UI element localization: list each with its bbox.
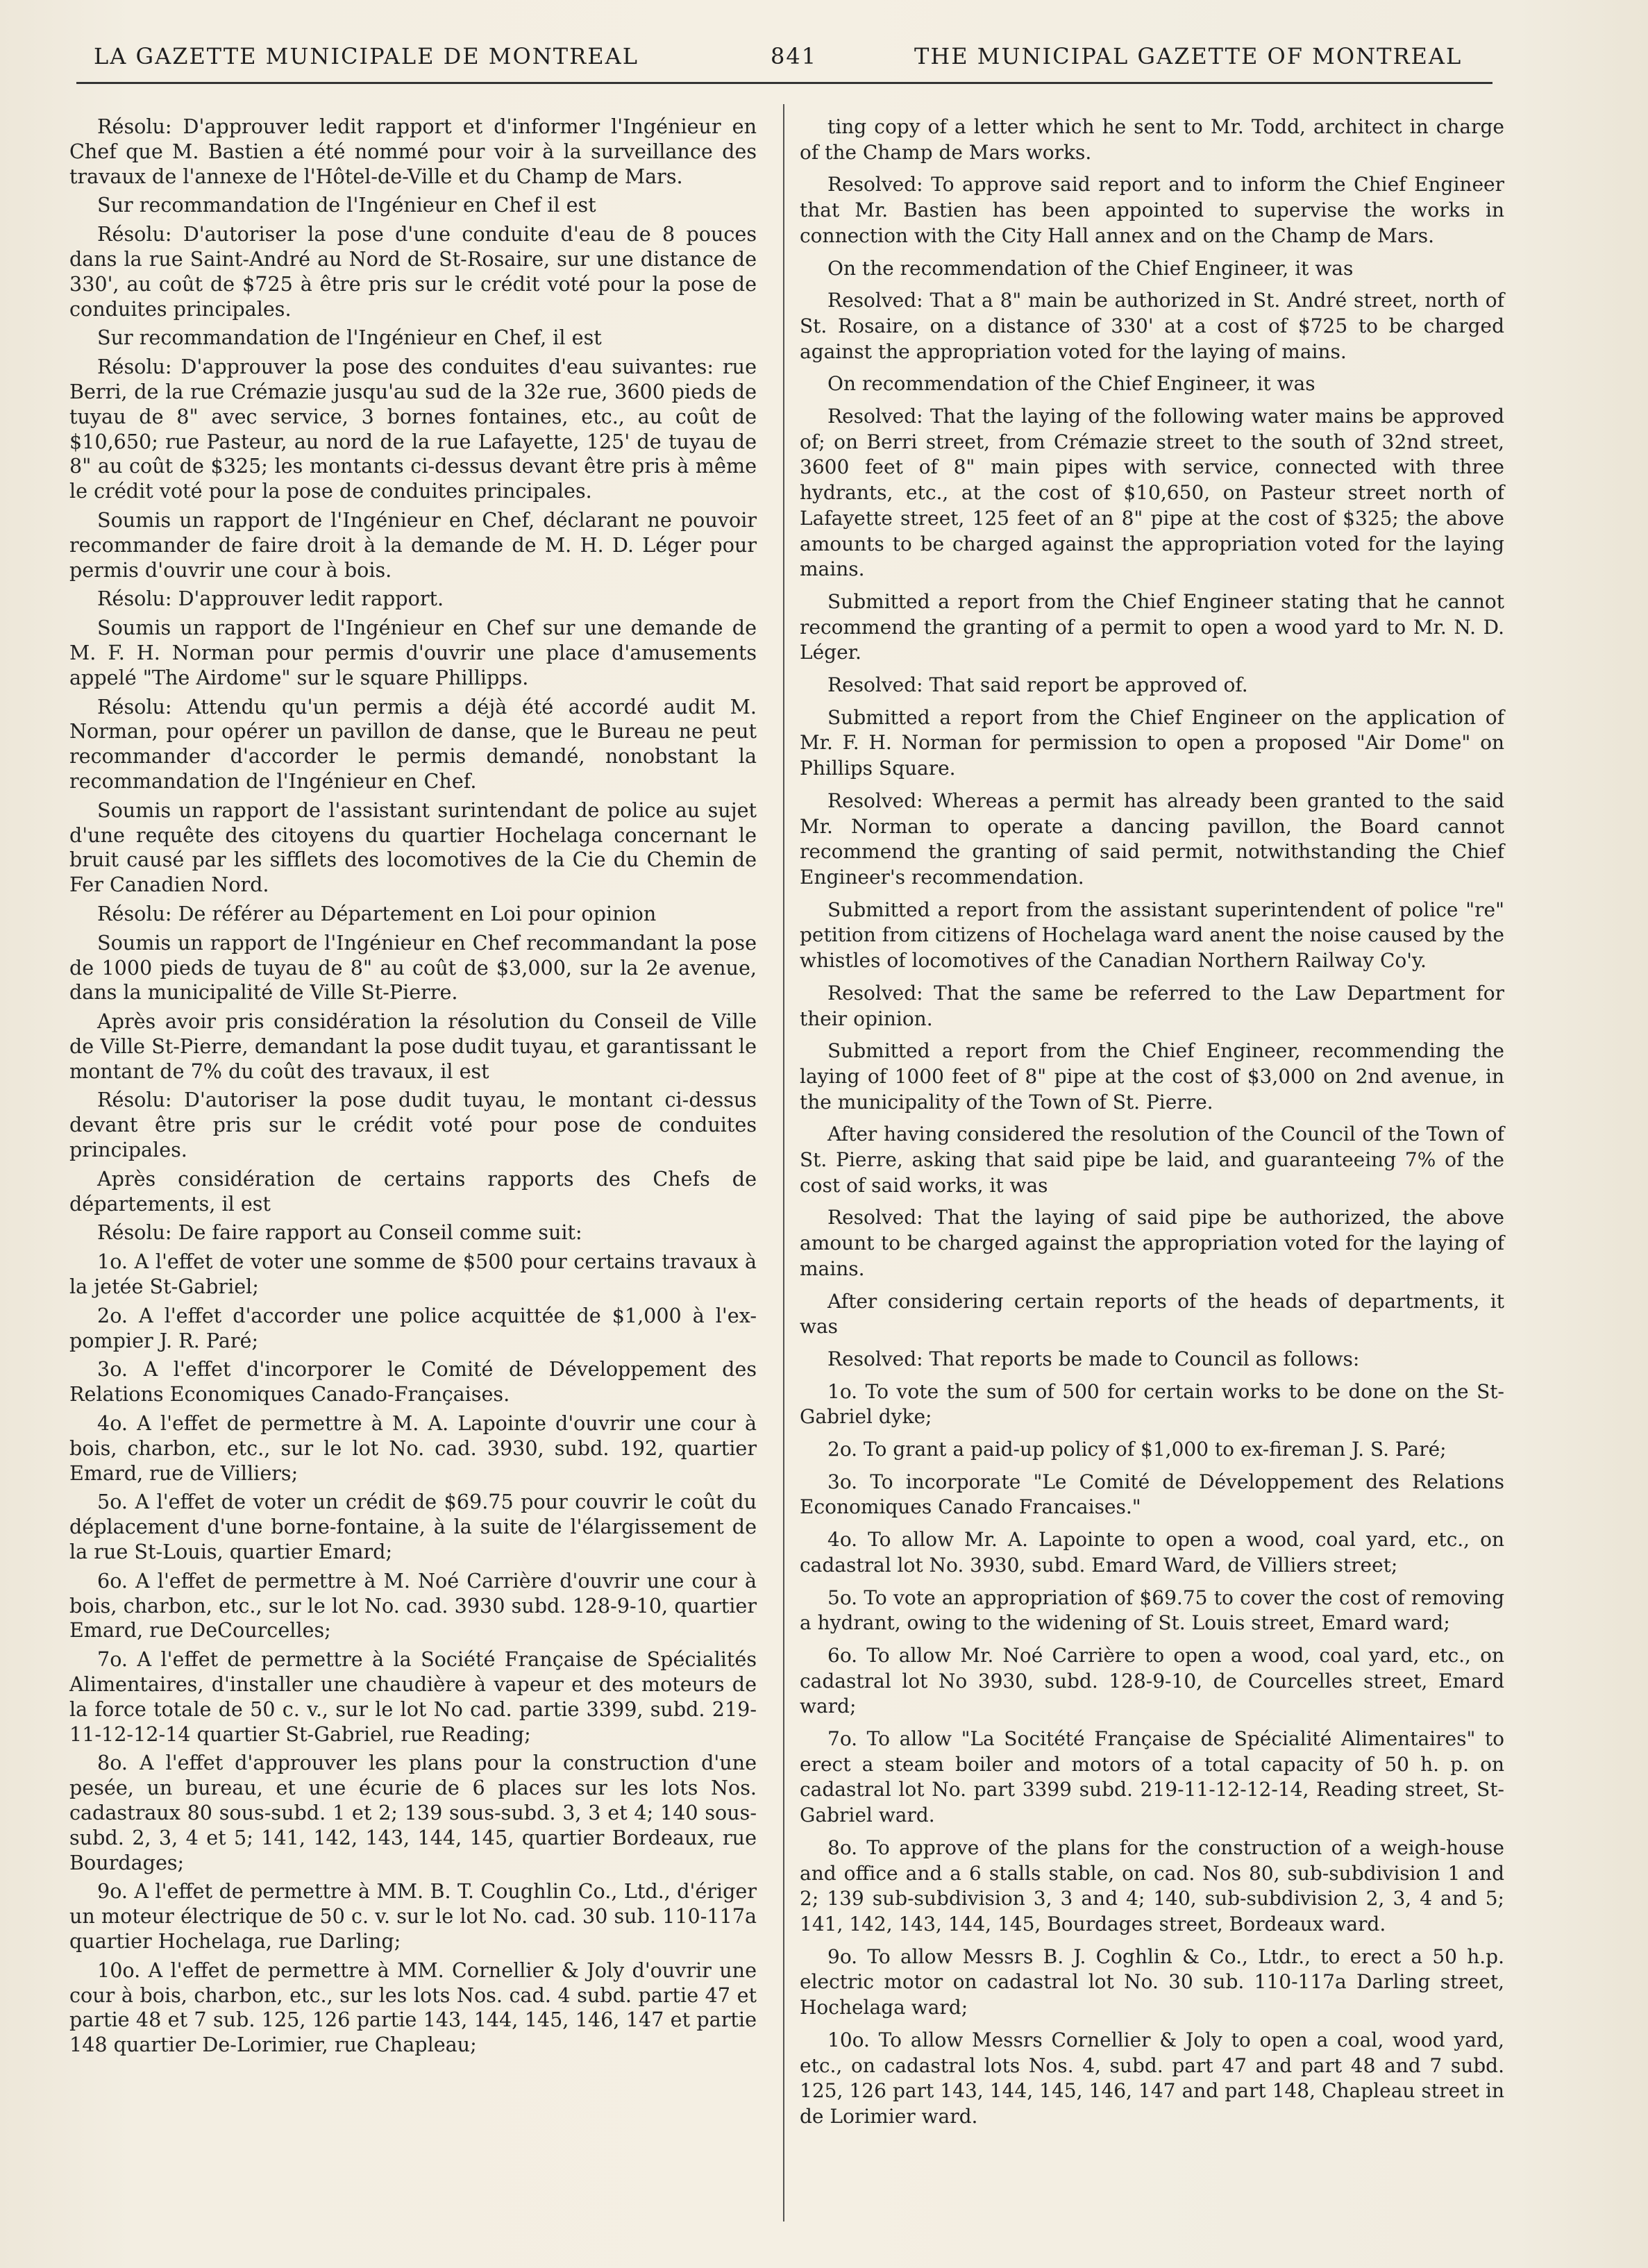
paragraph: Résolu: De faire rapport au Conseil comme suit: [97,1220,582,1245]
paragraph: 10o. To allow Messrs Cornellier & Joly to open a coal, wood yard, etc., on cadastral lots Nos. 4, subd. part 47 and part 48 and 7 subd. 125, 126 part 143, 144, 145, 146, 147 and part 148, Chapleau street in de Lorimier ward. [800,2028,1504,2128]
paragraph: Après considération de certains rapports des Chefs de départements, il est [69,1166,757,1216]
paragraph: 9o. To allow Messrs B. J. Coghlin & Co., Ltdr., to erect a 50 h.p. electric motor on cadastral lot No. 30 sub. 110-117a Darling street, Hochelaga ward; [800,1944,1504,2019]
paragraph: Soumis un rapport de l'Ingénieur en Chef sur une demande de M. F. H. Norman pour permis d'ouvrir une place d'amusements appelé "The Airdome" sur le square Phillipps. [69,616,757,689]
paragraph: On the recommendation of the Chief Engineer, it was [827,256,1354,280]
paragraph: Resolved: That said report be approved of. [827,673,1248,697]
paragraph: 10o. A l'effet de permettre à MM. Cornellier & Joly d'ouvrir une cour à bois, charbon, etc., sur les lots Nos. cad. 4 subd. partie 47 et partie 48 et 7 sub. 125, 126 partie 143, 144, 145, 146, 147 et partie 148 quartier De-Lorimier, rue Chapleau; [69,1958,757,2057]
paragraph: Soumis un rapport de l'Ingénieur en Chef recommandant la pose de 1000 pieds de tuyau de 8" au coût de $3,000, sur la 2e avenue, dans la municipalité de Ville St-Pierre. [69,930,757,1005]
paragraph: Après avoir pris considération la résolution du Conseil de Ville de Ville St-Pierre, demandant la pose dudit tuyau, et garantissant le montant de 7% du coût des travaux, il est [69,1009,757,1083]
paragraph: Résolu: Attendu qu'un permis a déjà été accordé audit M. Norman, pour opérer un pavillon de danse, que le Bureau ne peut recommander d'accorder le permis demandé, nonobstant la recommandation de l'Ingénieur en Chef. [69,694,757,793]
paragraph: Resolved: That the same be referred to the Law Department for their opinion. [800,981,1504,1030]
paragraph: 6o. A l'effet de permettre à M. Noé Carrière d'ouvrir une cour à bois, charbon, etc., sur le lot No. cad. 3930 subd. 128-9-10, quartier Emard, rue DeCourcelles; [69,1568,757,1643]
paragraph: Sur recommandation de l'Ingénieur en Chef, il est [97,326,602,350]
paragraph: Resolved: That a 8" main be authorized in St. André street, north of St. Rosaire, on a distance of 330' at a cost of $725 to be charged against the appropriation voted for the laying of mains. [800,289,1504,363]
page-header [94,43,1482,78]
french-column [69,115,757,2062]
paragraph: 1o. A l'effet de voter une somme de $500 pour certains travaux à la jetée St-Gabriel; [69,1250,757,1299]
paragraph: Submitted a report from the Chief Engineer stating that he cannot recommend the granting of a permit to open a wood yard to Mr. N. D. Léger. [800,589,1504,664]
header-french-title: LA GAZETTE MUNICIPALE DE MONTREAL [94,43,639,69]
paragraph: 5o. To vote an appropriation of $69.75 to cover the cost of removing a hydrant, owing to the widening of St. Louis street, Emard ward; [800,1586,1504,1635]
paragraph: Soumis un rapport de l'Ingénieur en Chef, déclarant ne pouvoir recommander de faire droit à la demande de M. H. D. Léger pour permis d'ouvrir une cour à bois. [69,507,757,582]
paragraph: 5o. A l'effet de voter un crédit de $69.75 pour couvrir le coût du déplacement d'une borne-fontaine, à la suite de l'élargissement de la rue St-Louis, quartier Emard; [69,1490,757,1564]
paragraph: 6o. To allow Mr. Noé Carrière to open a wood, coal yard, etc., on cadastral lot No 3930, subd. 128-9-10, de Courcelles street, Emard ward; [800,1643,1504,1718]
column-divider [783,104,784,2221]
paragraph: Submitted a report from the assistant superintendent of police "re" petition from citizens of Hochelaga ward anent the noise caused by the whistles of locomotives of the Canadian Northern Railway Co'y. [800,898,1504,973]
paragraph: Submitted a report from the Chief Engineer, recommending the laying of 1000 feet of 8" pipe at the cost of $3,000 on 2nd avenue, in the municipality of the Town of St. Pierre. [800,1039,1504,1114]
paragraph: 7o. A l'effet de permettre à la Société Française de Spécialités Alimentaires, d'installer une chaudière à vapeur et des moteurs de la force totale de 50 c. v., sur le lot No cad. partie 3399, subd. 219-11-12-12-14 quartier St-Gabriel, rue Reading; [69,1647,757,1746]
paragraph: Soumis un rapport de l'assistant surintendant de police au sujet d'une requête des citoyens du quartier Hochelaga concernant le bruit causé par les sifflets des locomotives de la Cie du Chemin de Fer Canadien Nord. [69,798,757,897]
paragraph: 8o. A l'effet d'approuver les plans pour la construction d'une pesée, un bureau, et une écurie de 6 places sur les lots Nos. cadastraux 80 sous-subd. 1 et 2; 139 sous-subd. 3, 3 et 4; 140 sous-subd. 2, 3, 4 et 5; 141, 142, 143, 144, 145, quartier Bordeaux, rue Bourdages; [69,1751,757,1874]
paragraph: After considering certain reports of the heads of departments, it was [800,1289,1504,1338]
paragraph: Sur recommandation de l'Ingénieur en Chef il est [97,193,596,217]
page-number: 841 [771,43,818,69]
paragraph: Resolved: Whereas a permit has already been granted to the said Mr. Norman to operate a dancing pavillon, the Board cannot recommend the granting of said permit, notwithstanding the Chief Engineer's recommendation. [800,789,1504,889]
paragraph: Resolved: That the laying of said pipe be authorized, the above amount to be charged against the appropriation voted for the laying of mains. [800,1206,1504,1280]
paragraph: Résolu: D'approuver ledit rapport et d'informer l'Ingénieur en Chef que M. Bastien a été nommé pour voir à la surveillance des travaux de l'annexe de l'Hôtel-de-Ville et du Champ de Mars. [69,115,757,188]
paragraph: 7o. To allow "La Socitété Française de Spécialité Alimentaires" to erect a steam boiler and motors of a total capacity of 50 h. p. on cadastral lot No. part 3399 subd. 219-11-12-12-14, Reading street, St-Gabriel ward. [800,1727,1504,1827]
paragraph: Submitted a report from the Chief Engineer on the application of Mr. F. H. Norman for permission to open a proposed "Air Dome" on Phillips Square. [800,705,1504,780]
paragraph: 1o. To vote the sum of 500 for certain works to be done on the St-Gabriel dyke; [800,1379,1504,1429]
paragraph: 2o. To grant a paid-up policy of $1,000 to ex-fireman J. S. Paré; [827,1438,1447,1461]
paragraph: 9o. A l'effet de permettre à MM. B. T. Coughlin Co., Ltd., d'ériger un moteur électrique de 50 c. v. sur le lot No. cad. 30 sub. 110-117a quartier Hochelaga, rue Darling; [69,1879,757,1953]
header-rule [76,82,1493,84]
paragraph: ting copy of a letter which he sent to Mr. Todd, architect in charge of the Champ de Mars works. [800,115,1504,164]
paragraph: Résolu: D'autoriser la pose d'une conduite d'eau de 8 pouces dans la rue Saint-André au Nord de St-Rosaire, sur une distance de 330', au coût de $725 à être pris sur le crédit voté pour la pose de conduites principales. [69,222,757,321]
paragraph: 8o. To approve of the plans for the construction of a weigh-house and office and a 6 stalls stable, on cad. Nos 80, sub-subdivision 1 and 2; 139 sub-subdivision 3, 3 and 4; 140, sub-subdivision 2, 3, 4 and 5; 141, 142, 143, 144, 145, Bourdages street, Bordeaux ward. [800,1836,1504,1935]
paragraph: Resolved: That reports be made to Council as follows: [827,1347,1360,1370]
paragraph: After having considered the resolution of the Council of the Town of St. Pierre, asking that said pipe be laid, and guaranteeing 7% of the cost of said works, it was [800,1123,1504,1197]
header-english-title: THE MUNICIPAL GAZETTE OF MONTREAL [914,43,1463,69]
paragraph: 3o. A l'effet d'incorporer le Comité de Développement des Relations Economiques Canado-Françaises. [69,1357,757,1406]
paragraph: Resolved: To approve said report and to inform the Chief Engineer that Mr. Bastien has been appointed to supervise the works in connection with the City Hall annex and on the Champ de Mars. [800,173,1504,247]
paragraph: 4o. To allow Mr. A. Lapointe to open a wood, coal yard, etc., on cadastral lot No. 3930, subd. Emard Ward, de Villiers street; [800,1528,1504,1577]
paragraph: On recommendation of the Chief Engineer, it was [827,372,1315,396]
paragraph: 3o. To incorporate "Le Comité de Développement des Relations Economiques Canado Francaises." [800,1470,1504,1519]
paragraph: Résolu: D'autoriser la pose dudit tuyau, le montant ci-dessus devant être pris sur le crédit voté pour pose de conduites principales. [69,1088,757,1162]
paragraph: Résolu: De référer au Département en Loi pour opinion [97,901,657,925]
paragraph: Resolved: That the laying of the following water mains be approved of; on Berri street, from Crémazie street to the south of 32nd street, 3600 feet of 8" main pipes with service, connected with three hydrants, etc., at the cost of $10,650, on Pasteur street north of Lafayette street, 125 feet of an 8" pipe at the cost of $325; the above amounts to be charged against the appropriation voted for the laying mains. [800,405,1504,581]
paragraph: 4o. A l'effet de permettre à M. A. Lapointe d'ouvrir une cour à bois, charbon, etc., sur le lot No. cad. 3930, subd. 192, quartier Emard, rue de Villiers; [69,1411,757,1485]
paragraph: 2o. A l'effet d'accorder une police acquittée de $1,000 à l'ex-pompier J. R. Paré; [69,1303,757,1352]
english-column [800,115,1504,2137]
paragraph: Résolu: D'approuver la pose des conduites d'eau suivantes: rue Berri, de la rue Crémazie jusqu'au sud de la 32e rue, 3600 pieds de tuyau de 8" avec service, 3 bornes fontaines, etc., au coût de $10,650; rue Pasteur, au nord de la rue Lafayette, 125' de tuyau de 8" au coût de $325; les montants ci-dessus devant être pris à même le crédit voté pour la pose de conduites principales. [69,355,757,503]
paragraph: Résolu: D'approuver ledit rapport. [97,587,444,611]
